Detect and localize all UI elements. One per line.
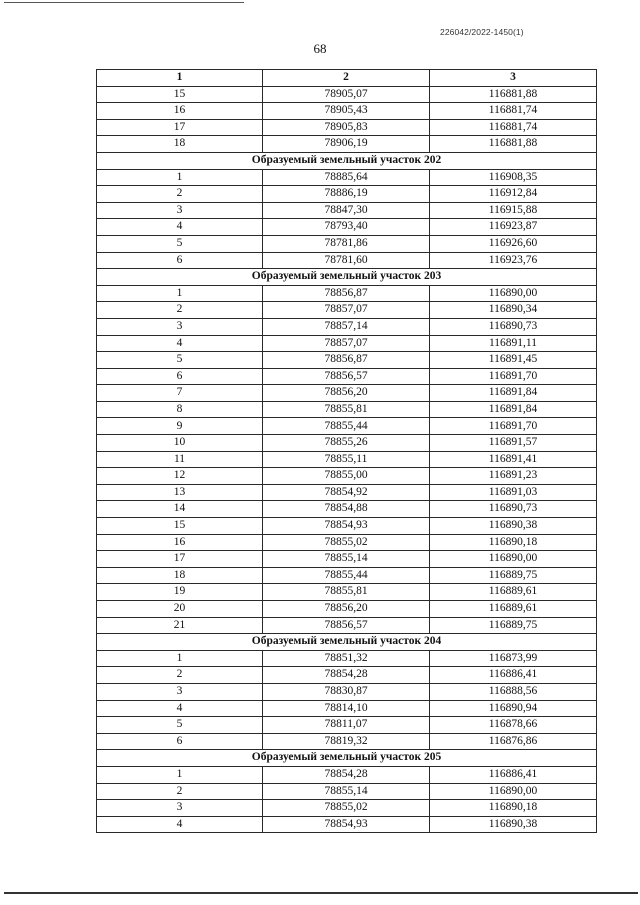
y-coordinate-cell: 116881,88: [430, 86, 597, 103]
table-row: [97, 136, 597, 153]
point-number-cell: 7: [97, 385, 263, 402]
y-coordinate-cell: 116886,41: [430, 667, 597, 684]
point-number-cell: 3: [97, 318, 263, 335]
table-row: [97, 352, 597, 369]
y-coordinate-cell: 116891,70: [430, 368, 597, 385]
table-row: [97, 202, 597, 219]
section-header-row: [97, 152, 597, 169]
point-number-cell: 1: [97, 766, 263, 783]
table-header-row: [97, 70, 597, 87]
point-number-cell: 4: [97, 816, 263, 833]
x-coordinate-cell: 78854,93: [263, 518, 430, 535]
x-coordinate-cell: 78857,07: [263, 302, 430, 319]
top-scan-line: [4, 2, 244, 3]
point-number-cell: 5: [97, 352, 263, 369]
y-coordinate-cell: 116890,00: [430, 783, 597, 800]
section-title: Образуемый земельный участок 205: [97, 750, 597, 767]
section-header-row: [97, 634, 597, 651]
point-number-cell: 18: [97, 567, 263, 584]
point-number-cell: 3: [97, 202, 263, 219]
point-number-cell: 16: [97, 103, 263, 120]
page-number: 68: [313, 41, 327, 56]
y-coordinate-cell: 116891,70: [430, 418, 597, 435]
point-number-cell: 14: [97, 501, 263, 518]
y-coordinate-cell: 116891,11: [430, 335, 597, 352]
y-coordinate-cell: 116881,88: [430, 136, 597, 153]
x-coordinate-cell: 78854,88: [263, 501, 430, 518]
y-coordinate-cell: 116889,61: [430, 601, 597, 618]
table-row: [97, 186, 597, 203]
x-coordinate-cell: 78856,20: [263, 385, 430, 402]
y-coordinate-cell: 116891,03: [430, 484, 597, 501]
table-row: [97, 700, 597, 717]
table-row: [97, 518, 597, 535]
table-row: [97, 219, 597, 236]
y-coordinate-cell: 116889,75: [430, 567, 597, 584]
table-row: [97, 335, 597, 352]
table-row: [97, 285, 597, 302]
y-coordinate-cell: 116891,84: [430, 385, 597, 402]
point-number-cell: 9: [97, 418, 263, 435]
table-row: [97, 783, 597, 800]
table-row: [97, 484, 597, 501]
point-number-cell: 2: [97, 302, 263, 319]
y-coordinate-cell: 116890,73: [430, 318, 597, 335]
y-coordinate-cell: 116891,84: [430, 401, 597, 418]
table-row: [97, 800, 597, 817]
y-coordinate-cell: 116886,41: [430, 766, 597, 783]
table-row: [97, 667, 597, 684]
x-coordinate-cell: 78905,83: [263, 119, 430, 136]
table-row: [97, 435, 597, 452]
table-row: [97, 534, 597, 551]
table-row: [97, 584, 597, 601]
table-row: [97, 385, 597, 402]
y-coordinate-cell: 116908,35: [430, 169, 597, 186]
point-number-cell: 12: [97, 468, 263, 485]
point-number-cell: 4: [97, 219, 263, 236]
y-coordinate-cell: 116923,76: [430, 252, 597, 269]
y-coordinate-cell: 116878,66: [430, 717, 597, 734]
x-coordinate-cell: 78886,19: [263, 186, 430, 203]
y-coordinate-cell: 116891,23: [430, 468, 597, 485]
x-coordinate-cell: 78819,32: [263, 733, 430, 750]
table-row: [97, 683, 597, 700]
point-number-cell: 2: [97, 783, 263, 800]
y-coordinate-cell: 116890,00: [430, 551, 597, 568]
point-number-cell: 2: [97, 186, 263, 203]
point-number-cell: 13: [97, 484, 263, 501]
point-number-cell: 15: [97, 518, 263, 535]
table-row: [97, 650, 597, 667]
point-number-cell: 3: [97, 683, 263, 700]
x-coordinate-cell: 78855,02: [263, 800, 430, 817]
x-coordinate-cell: 78781,60: [263, 252, 430, 269]
table-row: [97, 816, 597, 833]
y-coordinate-cell: 116890,00: [430, 285, 597, 302]
point-number-cell: 8: [97, 401, 263, 418]
table-row: [97, 119, 597, 136]
table-row: [97, 302, 597, 319]
y-coordinate-cell: 116881,74: [430, 103, 597, 120]
x-coordinate-cell: 78856,87: [263, 352, 430, 369]
x-coordinate-cell: 78855,11: [263, 451, 430, 468]
x-coordinate-cell: 78855,00: [263, 468, 430, 485]
x-coordinate-cell: 78885,64: [263, 169, 430, 186]
x-coordinate-cell: 78793,40: [263, 219, 430, 236]
x-coordinate-cell: 78814,10: [263, 700, 430, 717]
y-coordinate-cell: 116915,88: [430, 202, 597, 219]
table-body: [97, 86, 597, 833]
x-coordinate-cell: 78855,26: [263, 435, 430, 452]
point-number-cell: 17: [97, 119, 263, 136]
point-number-cell: 3: [97, 800, 263, 817]
x-coordinate-cell: 78811,07: [263, 717, 430, 734]
x-coordinate-cell: 78855,81: [263, 401, 430, 418]
y-coordinate-cell: 116890,34: [430, 302, 597, 319]
section-header-row: [97, 269, 597, 286]
y-coordinate-cell: 116890,94: [430, 700, 597, 717]
point-number-cell: 6: [97, 252, 263, 269]
x-coordinate-cell: 78856,57: [263, 368, 430, 385]
x-coordinate-cell: 78830,87: [263, 683, 430, 700]
x-coordinate-cell: 78851,32: [263, 650, 430, 667]
table-row: [97, 401, 597, 418]
point-number-cell: 6: [97, 368, 263, 385]
table-row: [97, 717, 597, 734]
table-row: [97, 551, 597, 568]
table-row: [97, 252, 597, 269]
header-cell-point-number: 1: [97, 70, 263, 87]
table-row: [97, 318, 597, 335]
x-coordinate-cell: 78856,20: [263, 601, 430, 618]
x-coordinate-cell: 78855,44: [263, 418, 430, 435]
coordinates-table: [96, 69, 597, 833]
point-number-cell: 18: [97, 136, 263, 153]
table-row: [97, 235, 597, 252]
x-coordinate-cell: 78854,92: [263, 484, 430, 501]
y-coordinate-cell: 116891,45: [430, 352, 597, 369]
point-number-cell: 20: [97, 601, 263, 618]
y-coordinate-cell: 116923,87: [430, 219, 597, 236]
y-coordinate-cell: 116889,75: [430, 617, 597, 634]
table-row: [97, 617, 597, 634]
table-row: [97, 451, 597, 468]
table-row: [97, 169, 597, 186]
point-number-cell: 1: [97, 285, 263, 302]
y-coordinate-cell: 116891,41: [430, 451, 597, 468]
bottom-scan-line: [4, 892, 638, 894]
y-coordinate-cell: 116873,99: [430, 650, 597, 667]
x-coordinate-cell: 78857,07: [263, 335, 430, 352]
table-row: [97, 368, 597, 385]
x-coordinate-cell: 78854,28: [263, 766, 430, 783]
document-number: 226042/2022-1450(1): [440, 27, 524, 37]
x-coordinate-cell: 78856,87: [263, 285, 430, 302]
point-number-cell: 1: [97, 650, 263, 667]
x-coordinate-cell: 78781,86: [263, 235, 430, 252]
point-number-cell: 5: [97, 717, 263, 734]
x-coordinate-cell: 78855,81: [263, 584, 430, 601]
point-number-cell: 19: [97, 584, 263, 601]
table-row: [97, 601, 597, 618]
table-row: [97, 567, 597, 584]
x-coordinate-cell: 78855,02: [263, 534, 430, 551]
y-coordinate-cell: 116926,60: [430, 235, 597, 252]
section-title: Образуемый земельный участок 204: [97, 634, 597, 651]
y-coordinate-cell: 116888,56: [430, 683, 597, 700]
x-coordinate-cell: 78855,14: [263, 783, 430, 800]
header-cell-x-coordinate: 2: [263, 70, 430, 87]
y-coordinate-cell: 116876,86: [430, 733, 597, 750]
x-coordinate-cell: 78847,30: [263, 202, 430, 219]
point-number-cell: 10: [97, 435, 263, 452]
table-row: [97, 766, 597, 783]
x-coordinate-cell: 78905,43: [263, 103, 430, 120]
x-coordinate-cell: 78854,93: [263, 816, 430, 833]
table-row: [97, 468, 597, 485]
x-coordinate-cell: 78857,14: [263, 318, 430, 335]
section-header-row: [97, 750, 597, 767]
section-title: Образуемый земельный участок 203: [97, 269, 597, 286]
point-number-cell: 2: [97, 667, 263, 684]
point-number-cell: 5: [97, 235, 263, 252]
x-coordinate-cell: 78855,14: [263, 551, 430, 568]
point-number-cell: 1: [97, 169, 263, 186]
table-row: [97, 501, 597, 518]
table-row: [97, 733, 597, 750]
x-coordinate-cell: 78856,57: [263, 617, 430, 634]
point-number-cell: 15: [97, 86, 263, 103]
y-coordinate-cell: 116890,38: [430, 518, 597, 535]
section-title: Образуемый земельный участок 202: [97, 152, 597, 169]
point-number-cell: 4: [97, 700, 263, 717]
y-coordinate-cell: 116890,73: [430, 501, 597, 518]
table-row: [97, 103, 597, 120]
y-coordinate-cell: 116891,57: [430, 435, 597, 452]
y-coordinate-cell: 116890,18: [430, 800, 597, 817]
y-coordinate-cell: 116912,84: [430, 186, 597, 203]
y-coordinate-cell: 116889,61: [430, 584, 597, 601]
point-number-cell: 21: [97, 617, 263, 634]
x-coordinate-cell: 78854,28: [263, 667, 430, 684]
point-number-cell: 6: [97, 733, 263, 750]
x-coordinate-cell: 78855,44: [263, 567, 430, 584]
point-number-cell: 11: [97, 451, 263, 468]
coordinates-table-container: [96, 69, 596, 833]
x-coordinate-cell: 78906,19: [263, 136, 430, 153]
point-number-cell: 4: [97, 335, 263, 352]
point-number-cell: 17: [97, 551, 263, 568]
y-coordinate-cell: 116881,74: [430, 119, 597, 136]
y-coordinate-cell: 116890,38: [430, 816, 597, 833]
x-coordinate-cell: 78905,07: [263, 86, 430, 103]
table-row: [97, 418, 597, 435]
y-coordinate-cell: 116890,18: [430, 534, 597, 551]
point-number-cell: 16: [97, 534, 263, 551]
header-cell-y-coordinate: 3: [430, 70, 597, 87]
table-row: [97, 86, 597, 103]
